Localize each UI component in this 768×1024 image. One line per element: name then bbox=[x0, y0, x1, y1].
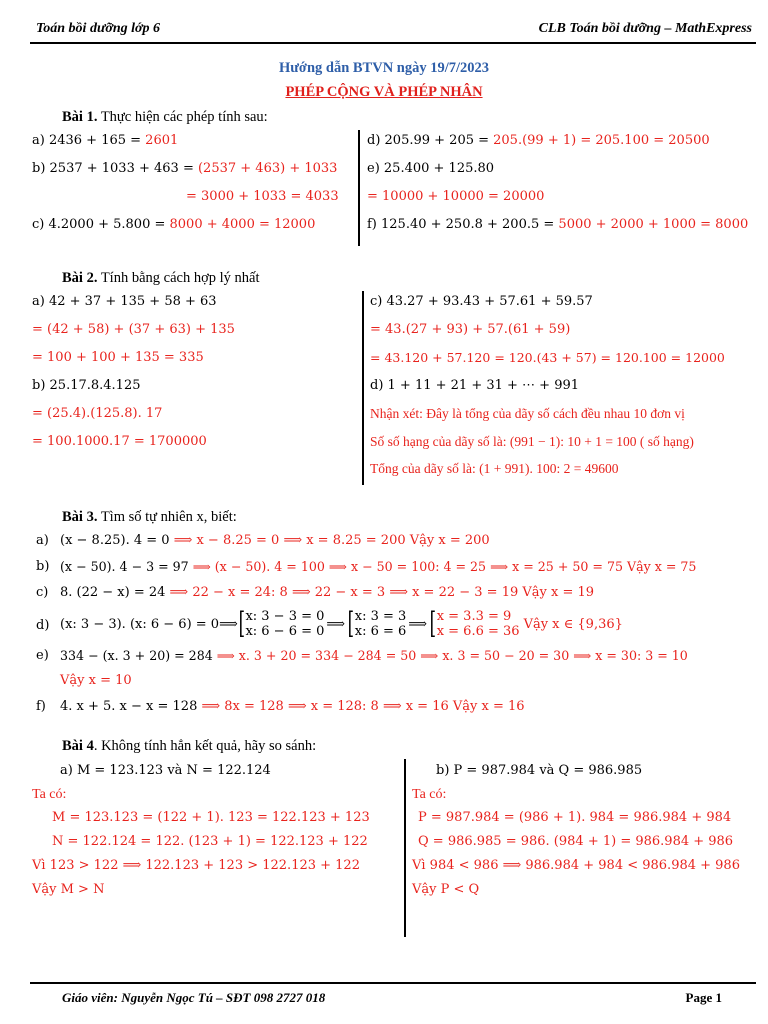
bai1-b-cont: = 3000 + 1033 = 4033 bbox=[186, 189, 339, 204]
bai3-b-label: b) bbox=[36, 559, 50, 574]
bai2-d-3: Tổng của dãy số là: (1 + 991). 100: 2 = 49600 bbox=[370, 461, 619, 476]
bai2-c-2: = 43.120 + 57.120 = 120.(43 + 57) = 120.100 = 12000 bbox=[370, 350, 725, 365]
bai2-heading: Bài 2. Tính bằng cách hợp lý nhất bbox=[62, 270, 260, 286]
bai2-b: b) 25.17.8.4.125 bbox=[32, 378, 141, 393]
bai2-d: d) 1 + 11 + 21 + 31 + ⋯ + 991 bbox=[370, 378, 580, 393]
bai1-heading: Bài 1. Thực hiện các phép tính sau: bbox=[62, 109, 268, 125]
bai1-f: f) 125.40 + 250.8 + 200.5 = 5000 + 2000 + 1000 = 8000 bbox=[367, 217, 749, 232]
bai2-c-1: = 43.(27 + 93) + 57.(61 + 59) bbox=[370, 322, 571, 337]
bai1-c: c) 4.2000 + 5.800 = 8000 + 4000 = 12000 bbox=[32, 217, 316, 232]
bai3-e-label: e) bbox=[36, 648, 49, 663]
bai2-divider bbox=[362, 291, 364, 485]
bai2-a: a) 42 + 37 + 135 + 58 + 63 bbox=[32, 294, 217, 309]
bai4-b-3: Q = 986.985 = 986. (984 + 1) = 986.984 + 986 bbox=[418, 834, 734, 849]
bai4-b: b) P = 987.984 và Q = 986.985 bbox=[436, 763, 643, 778]
bai3-f-label: f) bbox=[36, 699, 46, 714]
bai3-d: (x: 3 − 3). (x: 6 − 6) = 0 ⟹ [ x: 3 − 3 = 0 x: 6 − 6 = 0 ⟹ [ x: 3 = 3 x: 6 = 6 ⟹ [ x = 3.3 = 9 x = 6.6 = 36 Vậy x ∈ {9,36} bbox=[60, 606, 623, 641]
footer-left: Giáo viên: Nguyễn Ngọc Tú – SĐT 098 2727 018 bbox=[62, 990, 326, 1005]
bai4-b-4: Vì 984 < 986 ⟹ 986.984 + 984 < 986.984 + 986 bbox=[412, 858, 740, 873]
bai2-d-1: Nhận xét: Đây là tổng của dãy số cách đều nhau 10 đơn vị bbox=[370, 406, 685, 421]
header-rule bbox=[30, 42, 756, 44]
bai2-a-1: = (42 + 58) + (37 + 63) + 135 bbox=[32, 322, 235, 337]
bai4-a-5: Vậy M > N bbox=[32, 882, 105, 897]
bai3-c: 8. (22 − x) = 24 ⟹ 22 − x = 24: 8 ⟹ 22 − x = 3 ⟹ x = 22 − 3 = 19 Vậy x = 19 bbox=[60, 585, 595, 600]
footer-rule bbox=[30, 982, 756, 984]
bai1-e-cont: = 10000 + 10000 = 20000 bbox=[367, 189, 545, 204]
bai2-d-2: Số số hạng của dãy số là: (991 − 1): 10 + 1 = 100 ( số hạng) bbox=[370, 434, 694, 449]
bai4-a-2: M = 123.123 = (122 + 1). 123 = 122.123 + 123 bbox=[52, 810, 370, 825]
bai2-b-1: = (25.4).(125.8). 17 bbox=[32, 406, 163, 421]
bai2-a-2: = 100 + 100 + 135 = 335 bbox=[32, 350, 204, 365]
bai3-e-cont: Vậy x = 10 bbox=[60, 673, 132, 688]
bai3-f: 4. x + 5. x − x = 128 ⟹ 8x = 128 ⟹ x = 128: 8 ⟹ x = 16 Vậy x = 16 bbox=[60, 699, 525, 714]
bai1-divider bbox=[358, 130, 360, 246]
bai1-b: b) 2537 + 1033 + 463 = (2537 + 463) + 1033 bbox=[32, 161, 338, 176]
bai3-b: (x − 50). 4 − 3 = 97 ⟹ (x − 50). 4 = 100 ⟹ x − 50 = 100: 4 = 25 ⟹ x = 25 + 50 = 75 Vậy x = 75 bbox=[60, 559, 697, 574]
bai4-divider bbox=[404, 759, 406, 937]
bai2-c: c) 43.27 + 93.43 + 57.61 + 59.57 bbox=[370, 294, 593, 309]
bai4-b-5: Vậy P < Q bbox=[412, 882, 480, 897]
bai4-b-1: Ta có: bbox=[412, 787, 447, 802]
bai3-a: (x − 8.25). 4 = 0 ⟹ x − 8.25 = 0 ⟹ x = 8.25 = 200 Vậy x = 200 bbox=[60, 533, 490, 548]
topic-title: PHÉP CỘNG VÀ PHÉP NHÂN bbox=[285, 84, 483, 100]
bai4-a: a) M = 123.123 và N = 122.124 bbox=[60, 763, 271, 778]
header-right: CLB Toán bồi dưỡng – MathExpress bbox=[538, 21, 752, 36]
bai3-heading: Bài 3. Tìm số tự nhiên x, biết: bbox=[62, 509, 237, 525]
header-left: Toán bồi dưỡng lớp 6 bbox=[36, 21, 161, 36]
bai3-e: 334 − (x. 3 + 20) = 284 ⟹ x. 3 + 20 = 334 − 284 = 50 ⟹ x. 3 = 50 − 20 = 30 ⟹ x = 30: 3 = 10 bbox=[60, 648, 688, 663]
bai3-a-label: a) bbox=[36, 533, 49, 548]
bai4-b-2: P = 987.984 = (986 + 1). 984 = 986.984 + 984 bbox=[418, 810, 732, 825]
bai1-e: e) 25.400 + 125.80 bbox=[367, 161, 495, 176]
bai3-d-label: d) bbox=[36, 618, 50, 633]
bai3-c-label: c) bbox=[36, 585, 49, 600]
bai4-heading: Bài 4. Không tính hẳn kết quả, hãy so sánh: bbox=[62, 738, 317, 754]
footer-page: Page 1 bbox=[685, 990, 722, 1005]
bai1-a: a) 2436 + 165 = 2601 bbox=[32, 133, 179, 148]
bai1-d: d) 205.99 + 205 = 205.(99 + 1) = 205.100 = 20500 bbox=[367, 133, 710, 148]
bai2-b-2: = 100.1000.17 = 1700000 bbox=[32, 434, 207, 449]
bai4-a-4: Vì 123 > 122 ⟹ 122.123 + 123 > 122.123 + 122 bbox=[32, 858, 360, 873]
guide-title: Hướng dẫn BTVN ngày 19/7/2023 bbox=[278, 60, 490, 76]
bai4-a-1: Ta có: bbox=[32, 787, 67, 802]
bai4-a-3: N = 122.124 = 122. (123 + 1) = 122.123 + 122 bbox=[52, 834, 368, 849]
